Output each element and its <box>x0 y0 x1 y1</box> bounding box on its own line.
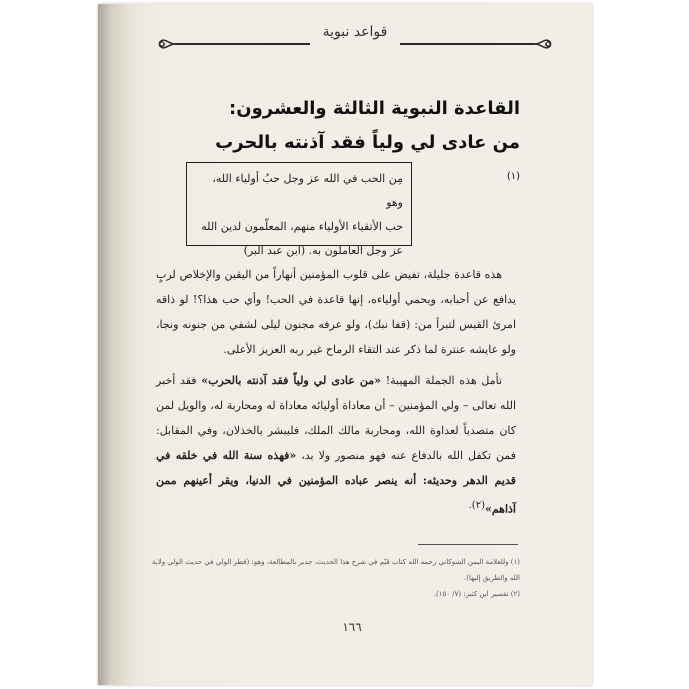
footnote: (٢) تفسير ابن كثير: (٧/ ١٥٠). <box>433 590 520 598</box>
chapter-subheading-text: من عادى لي ولياً فقد آذنته بالحرب <box>215 132 520 153</box>
paragraph: هذه قاعدة جليلة، تفيض على قلوب المؤمنين أنهاراً من اليقين والإخلاص لربٍ يدافع عن أحبابه، ويحمي أولياءه، إنها قاعدة في الحب! وأي حب هذا؟! لو ذاقه امرئ القيس لتبرأ من: (قفا نبك)، ولو عرفه مجنون ليلى لشفي من جنونه ونجا، ولو عايشه عنترة لما ذكر عند التقاء الرماح غير ربه العزيز الأعلى. <box>156 268 516 356</box>
paragraph-text: فقد أخبر الله تعالى – ولي المؤمنين – أن معاداة أوليائه معاداة له ومحاربة له، والويل لمن كان متصدياً لعداوة الله، ومحاربة مالك الملك، فليبشر بالخذلان، وفي المقابل: فمن تكفل الله بالدفاع عنه فهو منصور ولا بد، <box>156 374 516 462</box>
footnote-divider <box>418 544 518 545</box>
quote-line: عز وجل العاملون به. (ابن عبد البر) <box>243 244 403 257</box>
quote-box <box>186 162 412 257</box>
footnote-marker: (٢). <box>468 500 485 511</box>
ornament-icon <box>533 33 555 55</box>
running-header-title: قواعد نبوية <box>310 24 400 54</box>
paragraph-intro: تأمل هذه الجملة المهيبة! <box>385 374 502 387</box>
footnote-marker: (١) <box>506 171 520 182</box>
chapter-heading: القاعدة النبوية الثالثة والعشرون: <box>229 98 520 119</box>
page-spine-shadow <box>98 4 120 685</box>
footnote: (١) وللعلامة اليمن الشوكاني رحمه الله كتاب قيّم في شرح هذا الحديث، جدير بالمطالعة، وهو: (قطر الولي في حديث الولي ولاية الله والطريق إليها). <box>152 558 520 582</box>
ornament-icon <box>155 33 177 55</box>
quote-line: مِن الحب في الله عز وجل حبُ أولياء الله، وهو <box>212 172 403 209</box>
hadith-quote: «من عادى لي ولياً فقد آذنته بالحرب» <box>201 374 381 387</box>
emphasized-quote: «فهذه سنة الله في خلقه في قديم الدهر وحديثه: أنه ينصر عباده المؤمنين في الدنيا، ويقر أعينهم ممن آذاهم» <box>156 449 516 516</box>
page-number: ١٦٦ <box>342 620 362 634</box>
quote-line: حب الأتقياء الأولياء منهم، المعلّمون لدين الله <box>201 220 403 233</box>
paragraph <box>156 368 516 522</box>
footnotes <box>152 554 520 602</box>
page-header <box>155 24 555 64</box>
body-text <box>156 262 516 522</box>
